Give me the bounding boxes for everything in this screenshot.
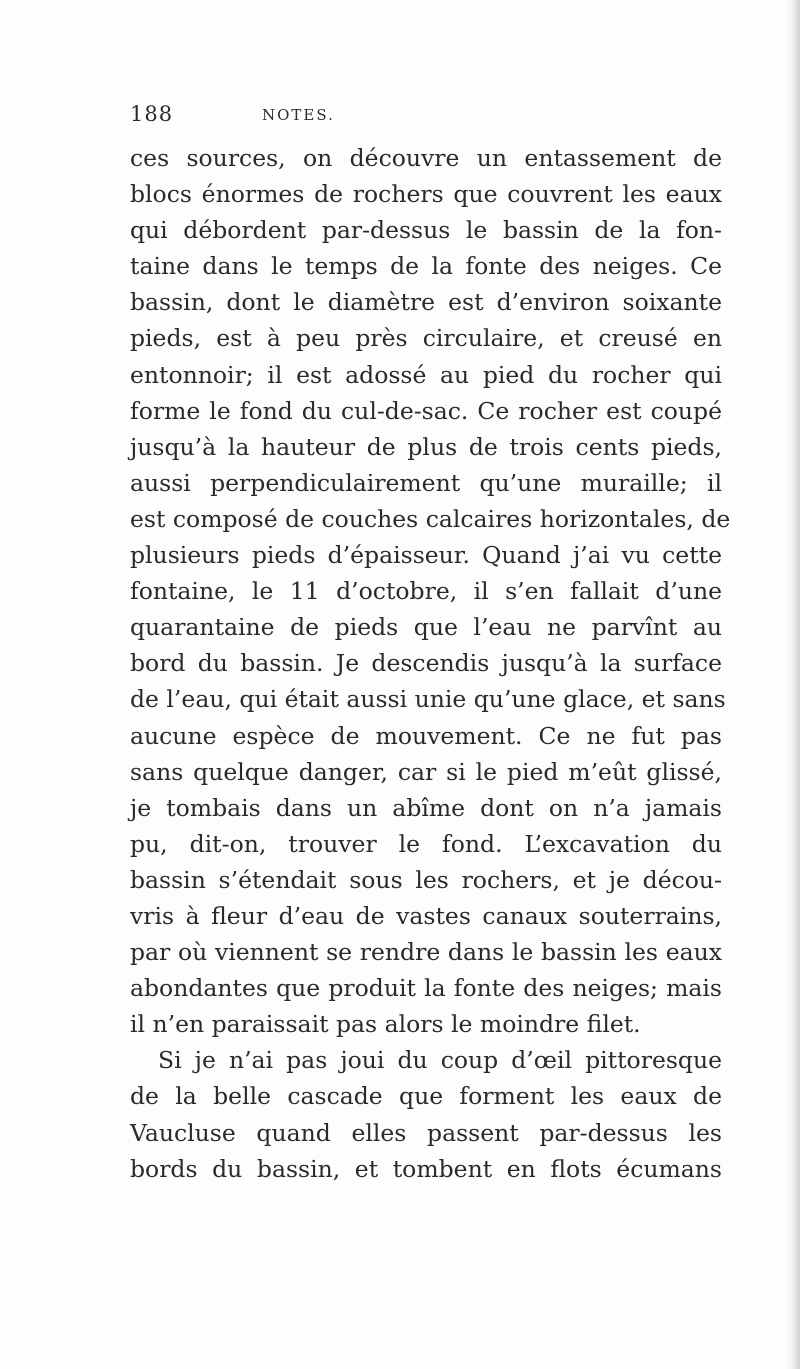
running-head	[130, 102, 750, 130]
text-line: ces sources, on découvre un entassement de	[130, 144, 722, 172]
text-line: est composé de couches calcaires horizontales, de	[130, 504, 731, 533]
page-number: 188	[130, 102, 174, 126]
text-line: bord du bassin. Je descendis jusqu’à la surface	[130, 649, 722, 678]
text-line: Vaucluse quand elles passent par-dessus les	[130, 1118, 722, 1147]
text-line: sans quelque danger, car si le pied m’eût glissé,	[130, 757, 722, 786]
text-line: forme le fond du cul-de-sac. Ce rocher est coupé	[130, 396, 722, 425]
text-line: de la belle cascade que forment les eaux de	[130, 1082, 722, 1111]
body-text	[130, 140, 731, 1187]
text-line: pu, dit-on, trouver le fond. L’excavation du	[130, 829, 722, 858]
text-line: aussi perpendiculairement qu’une muraille; il	[130, 468, 722, 497]
text-line: entonnoir; il est adossé au pied du rocher qui	[130, 360, 722, 389]
text-line: taine dans le temps de la fonte des neiges. Ce	[130, 252, 722, 281]
page-edge-shadow	[786, 0, 800, 1369]
text-line: bassin s’étendait sous les rochers, et je décou-	[130, 865, 722, 894]
text-line: blocs énormes de rochers que couvrent les eaux	[130, 180, 722, 209]
running-head-title: NOTES.	[262, 106, 335, 124]
text-line: plusieurs pieds d’épaisseur. Quand j’ai vu cette	[130, 541, 722, 570]
text-line: bassin, dont le diamètre est d’environ soixante	[130, 288, 722, 317]
paragraph-start-line: Si je n’ai pas joui du coup d’œil pittoresque	[158, 1046, 722, 1075]
text-line: fontaine, le 11 d’octobre, il s’en fallait d’une	[130, 577, 722, 606]
text-line: abondantes que produit la fonte des neiges; mais	[130, 974, 722, 1003]
text-line: vris à fleur d’eau de vastes canaux souterrains,	[130, 901, 722, 930]
text-line: pieds, est à peu près circulaire, et creusé en	[130, 324, 722, 353]
text-line: aucune espèce de mouvement. Ce ne fut pas	[130, 721, 722, 750]
text-line: je tombais dans un abîme dont on n’a jamais	[130, 793, 722, 822]
text-line: par où viennent se rendre dans le bassin les eaux	[130, 938, 722, 967]
paragraph-end-line: il n’en paraissait pas alors le moindre filet.	[130, 1010, 641, 1039]
text-line: bords du bassin, et tombent en flots écumans	[130, 1154, 722, 1183]
text-line: qui débordent par-dessus le bassin de la fon-	[130, 216, 722, 245]
text-line: de l’eau, qui était aussi unie qu’une glace, et sans	[130, 685, 726, 714]
text-line: quarantaine de pieds que l’eau ne parvînt au	[130, 613, 722, 642]
text-line: jusqu’à la hauteur de plus de trois cents pieds,	[130, 432, 722, 461]
